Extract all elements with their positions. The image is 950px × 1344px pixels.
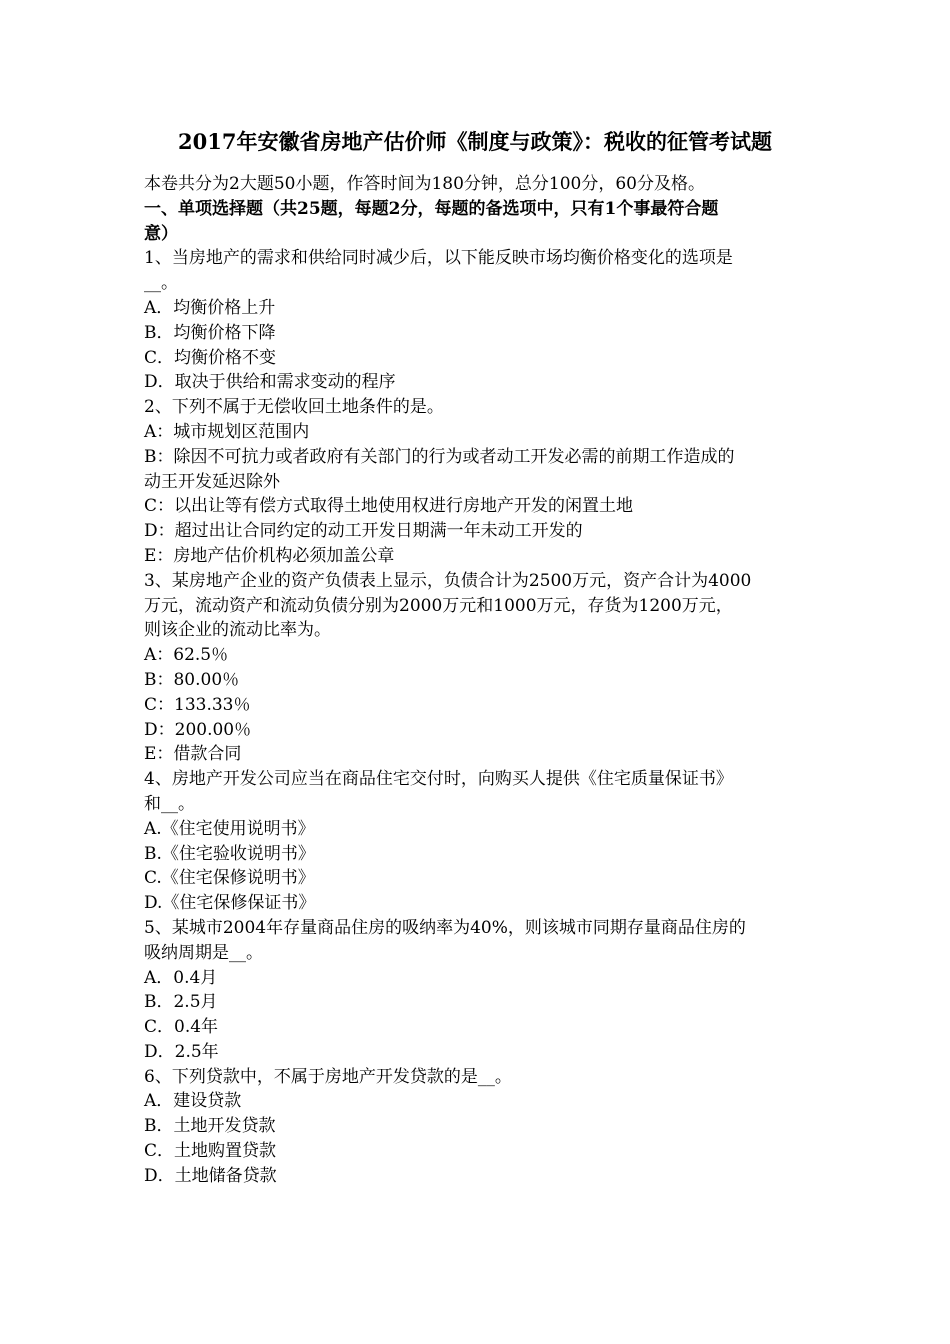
question-stem: __。: [144, 273, 178, 294]
question-stem: 2、下列不属于无偿收回土地条件的是。: [144, 397, 444, 418]
answer-option: D．取决于供给和需求变动的程序: [144, 372, 396, 393]
section-heading-line-1: 一、单项选择题（共25题，每题2分，每题的备选项中，只有1个事最符合题: [144, 198, 719, 219]
answer-option: A．建设贷款: [144, 1091, 242, 1112]
question-stem: 万元，流动资产和流动负债分别为2000万元和1000万元，存货为1200万元，: [144, 595, 733, 616]
answer-option: D：超过出让合同约定的动工开发日期满一年未动工开发的: [144, 521, 583, 542]
answer-option: D：200.00％: [144, 719, 252, 740]
question-stem: 5、某城市2004年存量商品住房的吸纳率为40%，则该城市同期存量商品住房的: [144, 917, 746, 938]
answer-option: C.《住宅保修说明书》: [144, 868, 315, 889]
answer-option: A．0.4月: [144, 967, 218, 988]
answer-option: C：以出让等有偿方式取得土地使用权进行房地产开发的闲置土地: [144, 496, 634, 517]
question-stem: 4、房地产开发公司应当在商品住宅交付时，向购买人提供《住宅质量保证书》: [144, 769, 733, 790]
answer-option: A：62.5％: [144, 645, 229, 666]
section-heading-line-2: 意）: [144, 223, 178, 244]
answer-option: B．土地开发贷款: [144, 1116, 276, 1137]
answer-option: 动王开发延迟除外: [144, 471, 280, 492]
exam-intro: 本卷共分为2大题50小题，作答时间为180分钟，总分100分，60分及格。: [144, 174, 705, 194]
answer-option: B.《住宅验收说明书》: [144, 843, 315, 864]
answer-option: B：80.00％: [144, 669, 240, 690]
question-2: [144, 395, 814, 569]
answer-option: E：房地产估价机构必须加盖公章: [144, 545, 395, 566]
answer-option: C：133.33％: [144, 694, 251, 715]
question-stem: 1、当房地产的需求和供给同时减少后，以下能反映市场均衡价格变化的选项是: [144, 248, 733, 269]
answer-option: A.《住宅使用说明书》: [144, 818, 315, 839]
question-4: [144, 767, 814, 916]
answer-option: C．0.4年: [144, 1017, 219, 1038]
answer-option: C．土地购置贷款: [144, 1141, 277, 1162]
answer-option: E：借款合同: [144, 744, 242, 765]
answer-option: D.《住宅保修保证书》: [144, 893, 316, 914]
question-3: [144, 569, 814, 767]
question-stem: 和__。: [144, 793, 195, 814]
answer-option: B．2.5月: [144, 992, 218, 1013]
question-5: [144, 916, 814, 1065]
answer-option: A：城市规划区范围内: [144, 421, 310, 442]
answer-option: A．均衡价格上升: [144, 297, 276, 318]
document-body: [144, 172, 814, 1189]
answer-option: B：除因不可抗力或者政府有关部门的行为或者动工开发必需的前期工作造成的: [144, 446, 735, 467]
answer-option: D．土地储备贷款: [144, 1165, 277, 1186]
document-title: 2017年安徽省房地产估价师《制度与政策》：税收的征管考试题: [178, 129, 772, 154]
question-6: [144, 1065, 814, 1189]
answer-option: D．2.5年: [144, 1041, 219, 1062]
question-1: [144, 246, 814, 395]
question-stem: 则该企业的流动比率为。: [144, 620, 331, 641]
answer-option: C．均衡价格不变: [144, 347, 277, 368]
question-stem: 3、某房地产企业的资产负债表上显示，负债合计为2500万元，资产合计为4000: [144, 570, 752, 591]
question-stem: 吸纳周期是__。: [144, 942, 263, 963]
answer-option: B．均衡价格下降: [144, 322, 276, 343]
question-stem: 6、下列贷款中，不属于房地产开发贷款的是__。: [144, 1066, 512, 1087]
